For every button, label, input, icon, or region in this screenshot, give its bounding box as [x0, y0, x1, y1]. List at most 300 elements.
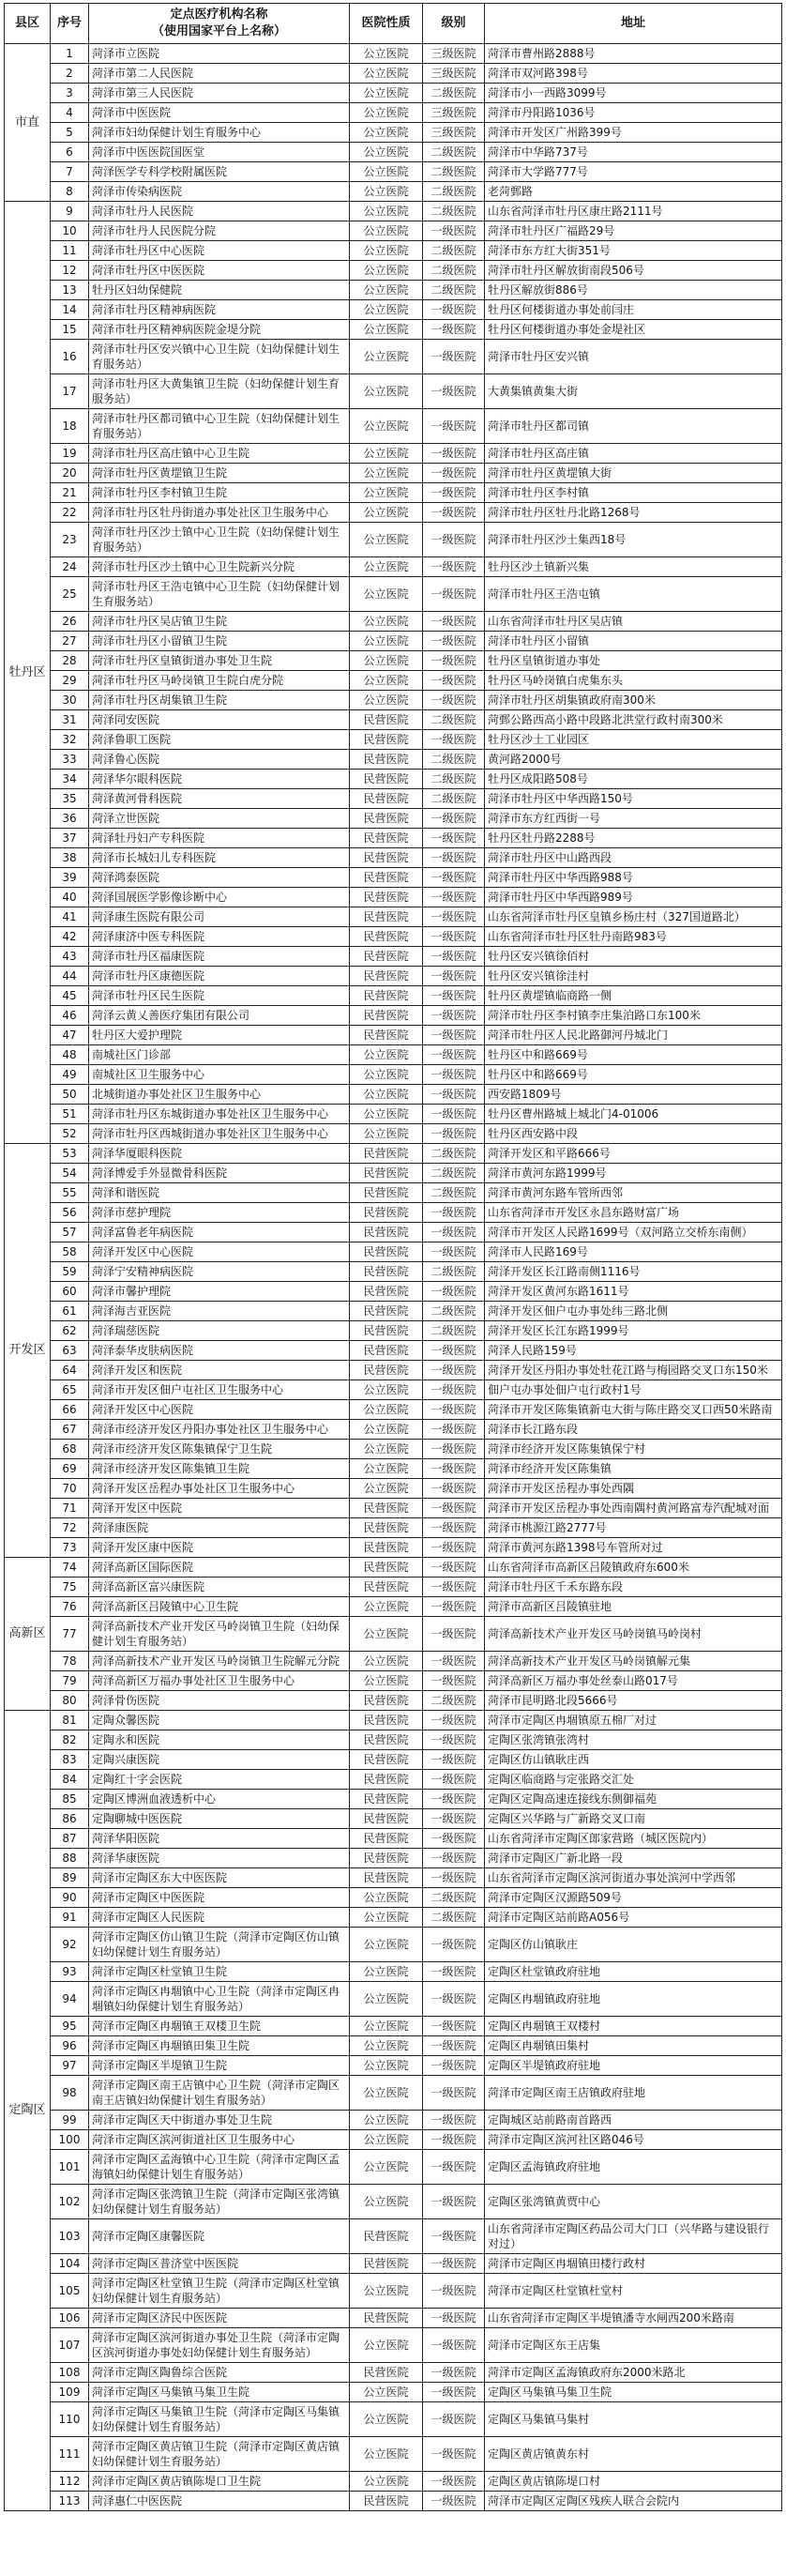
hospital-nature: 公立医院 [350, 1928, 423, 1962]
table-row [5, 2017, 782, 2036]
hospital-nature: 公立医院 [350, 632, 423, 651]
hospital-level: 一级医院 [423, 2130, 485, 2150]
institution-name: 菏泽市定陶区黄店镇陈堤口卫生院 [89, 2472, 350, 2492]
institution-name: 菏泽市牡丹区大黄集镇卫生院（妇幼保健计划生育服务站） [89, 374, 350, 409]
hospital-level: 一级医院 [423, 1558, 485, 1578]
address: 菏泽市牡丹区李村镇李庄集泊路口东100米 [485, 1006, 782, 1026]
table-row [5, 1242, 782, 1262]
institution-name: 菏泽高新区富兴康医院 [89, 1578, 350, 1597]
institution-name: 北城街道办事处社区卫生服务中心 [89, 1085, 350, 1105]
address: 山东省菏泽市开发区永昌东路财富广场 [485, 1203, 782, 1223]
address: 定陶区黄店镇黄东村 [485, 2437, 782, 2472]
address: 菏泽市昆明路北段5666号 [485, 1691, 782, 1711]
hospital-nature: 公立医院 [350, 503, 423, 523]
address: 菏泽开发区长江东路1999号 [485, 1321, 782, 1341]
table-row [5, 300, 782, 320]
header-level: 级别 [423, 4, 485, 44]
hospital-nature: 民营医院 [350, 868, 423, 888]
row-number: 83 [51, 1750, 89, 1770]
hospital-level: 一级医院 [423, 2274, 485, 2309]
hospital-level: 一级医院 [423, 577, 485, 612]
address: 菏泽市长江路东段 [485, 1420, 782, 1440]
row-number: 53 [51, 1144, 89, 1164]
hospital-nature: 民营医院 [350, 1578, 423, 1597]
hospital-level: 一级医院 [423, 967, 485, 986]
hospital-nature: 民营医院 [350, 1361, 423, 1380]
hospital-nature: 公立医院 [350, 1105, 423, 1124]
address: 定陶区临商路与定张路交汇处 [485, 1770, 782, 1790]
institution-name: 菏泽市牡丹区精神病医院金堤分院 [89, 320, 350, 340]
row-number: 72 [51, 1518, 89, 1538]
hospital-nature: 民营医院 [350, 2492, 423, 2511]
row-number: 77 [51, 1617, 89, 1652]
row-number: 42 [51, 927, 89, 947]
table-row [5, 1908, 782, 1928]
institution-name: 菏泽开发区中心医院 [89, 1400, 350, 1420]
institution-name: 菏泽高新技术产业开发区马岭岗镇卫生院（妇幼保健计划生育服务站） [89, 1617, 350, 1652]
hospital-nature: 民营医院 [350, 710, 423, 730]
address: 大黄集镇黄集大街 [485, 374, 782, 409]
institution-name: 菏泽市牡丹区皇镇街道办事处卫生院 [89, 651, 350, 671]
row-number: 106 [51, 2309, 89, 2328]
table-row [5, 1578, 782, 1597]
table-row [5, 1065, 782, 1085]
institution-name: 菏泽开发区和医院 [89, 1361, 350, 1380]
address: 菏泽市牡丹区李村镇 [485, 483, 782, 503]
row-number: 103 [51, 2219, 89, 2254]
table-row [5, 464, 782, 483]
row-number: 19 [51, 444, 89, 464]
hospital-level: 一级医院 [423, 1578, 485, 1597]
hospital-level: 一级医院 [423, 1026, 485, 1045]
hospital-level: 一级医院 [423, 503, 485, 523]
hospital-nature: 民营医院 [350, 848, 423, 868]
institution-name: 定陶红十字会医院 [89, 1770, 350, 1790]
hospital-level: 一级医院 [423, 809, 485, 829]
hospital-level: 二级医院 [423, 281, 485, 300]
row-number: 71 [51, 1499, 89, 1518]
hospital-level: 二级医院 [423, 1888, 485, 1908]
row-number: 10 [51, 221, 89, 241]
hospital-nature: 民营医院 [350, 947, 423, 967]
institution-name: 菏泽市定陶区中医医院 [89, 1888, 350, 1908]
address: 菏泽开发区黄河东路1611号 [485, 1282, 782, 1302]
institution-name: 菏泽市经济开发区陈集镇保宁卫生院 [89, 1440, 350, 1459]
row-number: 38 [51, 848, 89, 868]
institution-name: 菏泽市立医院 [89, 44, 350, 64]
institution-name: 菏泽市定陶区杜堂镇卫生院 [89, 1962, 350, 1982]
institution-name: 菏泽泰华皮肤病医院 [89, 1341, 350, 1361]
table-row [5, 281, 782, 300]
institution-name: 菏泽瑞慈医院 [89, 1321, 350, 1341]
table-row [5, 1558, 782, 1578]
hospital-nature: 公立医院 [350, 1065, 423, 1085]
hospital-nature: 公立医院 [350, 1652, 423, 1671]
row-number: 46 [51, 1006, 89, 1026]
hospital-nature: 公立医院 [350, 123, 423, 143]
row-number: 27 [51, 632, 89, 651]
address: 牡丹区成阳路508号 [485, 770, 782, 789]
institution-name: 菏泽市定陶区康馨医院 [89, 2219, 350, 2254]
hospital-level: 二级医院 [423, 1262, 485, 1282]
institution-name: 菏泽高新区吕陵镇中心卫生院 [89, 1597, 350, 1617]
institution-name: 菏泽高新技术产业开发区马岭岗镇卫生院解元分院 [89, 1652, 350, 1671]
table-row [5, 868, 782, 888]
table-row [5, 1982, 782, 2017]
hospital-level: 一级医院 [423, 444, 485, 464]
hospital-level: 二级医院 [423, 202, 485, 221]
hospital-level: 一级医院 [423, 1420, 485, 1440]
hospital-nature: 公立医院 [350, 340, 423, 374]
institution-name: 菏泽国展医学影像诊断中心 [89, 888, 350, 907]
address: 菏泽开发区和平路666号 [485, 1144, 782, 1164]
row-number: 98 [51, 2076, 89, 2111]
address: 菏泽市牡丹区沙土集西18号 [485, 523, 782, 557]
row-number: 30 [51, 691, 89, 710]
hospital-level: 二级医院 [423, 1691, 485, 1711]
institution-name: 菏泽市定陶区南王店镇中心卫生院（菏泽市定陶区南王店镇妇幼保健计划生育服务站） [89, 2076, 350, 2111]
table-row [5, 1045, 782, 1065]
hospital-nature: 民营医院 [350, 1538, 423, 1558]
institution-name: 菏泽云黄乂善医疗集团有限公司 [89, 1006, 350, 1026]
institution-name: 菏泽市传染病医院 [89, 182, 350, 202]
address: 菏泽市牡丹区王浩屯镇 [485, 577, 782, 612]
hospital-nature: 公立医院 [350, 2056, 423, 2076]
row-number: 99 [51, 2111, 89, 2130]
table-row [5, 2185, 782, 2219]
hospital-nature: 公立医院 [350, 2328, 423, 2363]
row-number: 14 [51, 300, 89, 320]
address: 菏泽市双河路398号 [485, 64, 782, 84]
hospital-level: 一级医院 [423, 2185, 485, 2219]
table-row [5, 927, 782, 947]
table-row [5, 710, 782, 730]
hospital-nature: 公立医院 [350, 2111, 423, 2130]
table-row [5, 888, 782, 907]
row-number: 88 [51, 1849, 89, 1868]
table-row [5, 1105, 782, 1124]
hospital-nature: 公立医院 [350, 1440, 423, 1459]
hospital-nature: 公立医院 [350, 1479, 423, 1499]
hospital-level: 一级医院 [423, 947, 485, 967]
row-number: 22 [51, 503, 89, 523]
table-row [5, 1203, 782, 1223]
table-row [5, 1829, 782, 1849]
hospital-level: 一级医院 [423, 2309, 485, 2328]
hospital-nature: 民营医院 [350, 1829, 423, 1849]
institution-name: 菏泽市定陶区东大中医医院 [89, 1868, 350, 1888]
hospital-nature: 公立医院 [350, 2437, 423, 2472]
hospital-nature: 民营医院 [350, 770, 423, 789]
institution-name: 牡丹区大爱护理院 [89, 1026, 350, 1045]
hospital-nature: 公立医院 [350, 261, 423, 281]
hospital-level: 一级医院 [423, 632, 485, 651]
hospital-level: 一级医院 [423, 1652, 485, 1671]
hospital-nature: 公立医院 [350, 64, 423, 84]
institution-name: 南城社区门诊部 [89, 1045, 350, 1065]
hospital-level: 一级医院 [423, 1750, 485, 1770]
address: 牡丹区安兴镇徐佰村 [485, 947, 782, 967]
hospital-nature: 公立医院 [350, 1671, 423, 1691]
table-row [5, 789, 782, 809]
hospital-level: 三级医院 [423, 103, 485, 123]
hospital-level: 一级医院 [423, 2076, 485, 2111]
hospital-level: 一级医院 [423, 868, 485, 888]
table-row [5, 1652, 782, 1671]
hospital-nature: 公立医院 [350, 1982, 423, 2017]
row-number: 84 [51, 1770, 89, 1790]
table-row [5, 1183, 782, 1203]
address: 菏泽高新区万福办事处丝泰山路017号 [485, 1671, 782, 1691]
row-number: 78 [51, 1652, 89, 1671]
table-row [5, 340, 782, 374]
address: 山东省菏泽市牡丹区皇镇乡杨庄村（327国道路北） [485, 907, 782, 927]
institution-name: 菏泽康生医院有限公司 [89, 907, 350, 927]
hospital-nature: 民营医院 [350, 986, 423, 1006]
hospital-nature: 民营医院 [350, 730, 423, 750]
hospital-level: 一级医院 [423, 1849, 485, 1868]
institution-name: 菏泽博爱手外显微骨科医院 [89, 1164, 350, 1183]
table-row [5, 1420, 782, 1440]
table-row [5, 1380, 782, 1400]
hospital-level: 一级医院 [423, 2056, 485, 2076]
hospital-level: 一级医院 [423, 2492, 485, 2511]
table-row [5, 947, 782, 967]
hospital-level: 一级医院 [423, 464, 485, 483]
table-row [5, 1459, 782, 1479]
row-number: 16 [51, 340, 89, 374]
row-number: 47 [51, 1026, 89, 1045]
hospital-level: 二级医院 [423, 1183, 485, 1203]
institution-name: 菏泽市牡丹区沙土镇中心卫生院（妇幼保健计划生育服务站） [89, 523, 350, 557]
row-number: 93 [51, 1962, 89, 1982]
hospital-level: 一级医院 [423, 1380, 485, 1400]
hospital-level: 一级医院 [423, 2402, 485, 2437]
row-number: 82 [51, 1730, 89, 1750]
row-number: 108 [51, 2363, 89, 2383]
institution-name: 菏泽市定陶区冉堌镇田集卫生院 [89, 2036, 350, 2056]
address: 菏泽市定陶区杜堂镇杜堂村 [485, 2274, 782, 2309]
table-row [5, 1026, 782, 1045]
institution-name: 菏泽华尔眼科医院 [89, 770, 350, 789]
table-row [5, 1750, 782, 1770]
row-number: 105 [51, 2274, 89, 2309]
address: 菏泽市丹阳路1036号 [485, 103, 782, 123]
row-number: 92 [51, 1928, 89, 1962]
hospital-level: 一级医院 [423, 1045, 485, 1065]
hospital-nature: 公立医院 [350, 1380, 423, 1400]
institution-name: 菏泽市牡丹区福康医院 [89, 947, 350, 967]
hospital-level: 一级医院 [423, 1341, 485, 1361]
hospital-level: 一级医院 [423, 2383, 485, 2402]
hospital-level: 二级医院 [423, 84, 485, 103]
institution-name: 菏泽市第三人民医院 [89, 84, 350, 103]
hospital-nature: 公立医院 [350, 1908, 423, 1928]
institution-name: 菏泽市牡丹区精神病医院 [89, 300, 350, 320]
table-row [5, 809, 782, 829]
institution-name: 菏泽市牡丹区马岭岗镇卫生院白虎分院 [89, 671, 350, 691]
institution-name: 菏泽市定陶区半堤镇卫生院 [89, 2056, 350, 2076]
institution-name: 菏泽华厦眼科医院 [89, 1144, 350, 1164]
table-row [5, 907, 782, 927]
address: 菏泽市定陶区孟海镇政府东2000米路北 [485, 2363, 782, 2383]
hospital-level: 一级医院 [423, 1770, 485, 1790]
row-number: 36 [51, 809, 89, 829]
hospital-nature: 公立医院 [350, 2017, 423, 2036]
hospital-level: 二级医院 [423, 143, 485, 162]
hospital-nature: 公立医院 [350, 1962, 423, 1982]
institution-name: 菏泽康医院 [89, 1518, 350, 1538]
table-row [5, 1361, 782, 1380]
header-name: 定点医疗机构名称 （使用国家平台上名称） [89, 4, 350, 44]
hospital-nature: 公立医院 [350, 2383, 423, 2402]
institution-name: 菏泽市牡丹区安兴镇中心卫生院（妇幼保健计划生育服务站） [89, 340, 350, 374]
hospital-nature: 民营医院 [350, 1730, 423, 1750]
table-row [5, 1341, 782, 1361]
row-number: 113 [51, 2492, 89, 2511]
hospital-level: 二级医院 [423, 1144, 485, 1164]
hospital-level: 一级医院 [423, 2150, 485, 2185]
table-row [5, 483, 782, 503]
institution-name: 牡丹区妇幼保健院 [89, 281, 350, 300]
hospital-level: 一级医院 [423, 1085, 485, 1105]
row-number: 4 [51, 103, 89, 123]
row-number: 56 [51, 1203, 89, 1223]
row-number: 40 [51, 888, 89, 907]
row-number: 11 [51, 241, 89, 261]
hospital-nature: 民营医院 [350, 888, 423, 907]
table-row [5, 1282, 782, 1302]
table-row [5, 1868, 782, 1888]
hospital-level: 一级医院 [423, 691, 485, 710]
hospital-level: 一级医院 [423, 829, 485, 848]
hospital-nature: 公立医院 [350, 1085, 423, 1105]
institution-name: 菏泽华阳医院 [89, 1829, 350, 1849]
institution-name: 菏泽市牡丹人民医院分院 [89, 221, 350, 241]
table-row [5, 64, 782, 84]
row-number: 5 [51, 123, 89, 143]
hospital-level: 一级医院 [423, 907, 485, 927]
institution-name: 菏泽黄河骨科医院 [89, 789, 350, 809]
row-number: 107 [51, 2328, 89, 2363]
address: 菏泽市定陶区东王店集 [485, 2328, 782, 2363]
address: 定陶区仿山镇耿庄西 [485, 1750, 782, 1770]
hospital-nature: 民营医院 [350, 2363, 423, 2383]
hospital-nature: 公立医院 [350, 320, 423, 340]
table-row [5, 221, 782, 241]
institution-name: 南城社区卫生服务中心 [89, 1065, 350, 1085]
address: 老菏鄄路 [485, 182, 782, 202]
institution-name: 菏泽市牡丹区都司镇中心卫生院（妇幼保健计划生育服务站） [89, 409, 350, 444]
hospital-nature: 民营医院 [350, 1691, 423, 1711]
hospital-nature: 公立医院 [350, 374, 423, 409]
row-number: 101 [51, 2150, 89, 2185]
county-cell: 市直 [5, 44, 51, 202]
address: 菏泽开发区丹阳办事处牡花江路与梅园路交叉口东150米 [485, 1361, 782, 1380]
institution-name: 菏泽市定陶区天中街道办事处卫生院 [89, 2111, 350, 2130]
table-row [5, 1006, 782, 1026]
hospital-nature: 民营医院 [350, 1558, 423, 1578]
address: 菏泽市黄河东路1398号车管所对过 [485, 1538, 782, 1558]
hospital-level: 一级医院 [423, 671, 485, 691]
institution-name: 菏泽开发区岳程办事处社区卫生服务中心 [89, 1479, 350, 1499]
row-number: 52 [51, 1124, 89, 1144]
address: 定陶城区站前路南首路西 [485, 2111, 782, 2130]
address: 菏泽市牡丹区牡丹北路1268号 [485, 503, 782, 523]
county-cell: 开发区 [5, 1144, 51, 1558]
institution-name: 菏泽医学专科学校附属医院 [89, 162, 350, 182]
hospital-level: 二级医院 [423, 770, 485, 789]
hospital-nature: 民营医院 [350, 789, 423, 809]
hospital-nature: 公立医院 [350, 2130, 423, 2150]
hospital-level: 一级医院 [423, 557, 485, 577]
table-row [5, 261, 782, 281]
row-number: 18 [51, 409, 89, 444]
address: 菏泽市中华路737号 [485, 143, 782, 162]
hospital-nature: 民营医院 [350, 1711, 423, 1730]
hospital-level: 一级医院 [423, 2111, 485, 2130]
address: 菏泽市人民路169号 [485, 1242, 782, 1262]
hospital-level: 一级医院 [423, 1282, 485, 1302]
institution-name: 菏泽市定陶区冉堌镇王双楼卫生院 [89, 2017, 350, 2036]
hospital-nature: 公立医院 [350, 691, 423, 710]
row-number: 44 [51, 967, 89, 986]
row-number: 51 [51, 1105, 89, 1124]
address: 定陶区张湾镇张湾村 [485, 1730, 782, 1750]
address: 牡丹区中和路669号 [485, 1065, 782, 1085]
table-row [5, 2274, 782, 2309]
row-number: 61 [51, 1302, 89, 1321]
hospital-level: 一级医院 [423, 2472, 485, 2492]
institution-name: 菏泽市定陶区冉堌镇中心卫生院（菏泽市定陶区冉堌镇妇幼保健计划生育服务站） [89, 1982, 350, 2017]
table-row [5, 1888, 782, 1908]
row-number: 8 [51, 182, 89, 202]
hospital-level: 一级医院 [423, 1203, 485, 1223]
hospital-nature: 民营医院 [350, 2219, 423, 2254]
institution-name: 菏泽市牡丹区康德医院 [89, 967, 350, 986]
address: 菏泽市东方红大街351号 [485, 241, 782, 261]
row-number: 23 [51, 523, 89, 557]
hospital-nature: 民营医院 [350, 1341, 423, 1361]
row-number: 69 [51, 1459, 89, 1479]
hospital-nature: 民营医院 [350, 1144, 423, 1164]
table-row [5, 1262, 782, 1282]
hospital-level: 二级医院 [423, 1164, 485, 1183]
hospital-nature: 民营医院 [350, 1006, 423, 1026]
address: 菏泽市黄河东路1999号 [485, 1164, 782, 1183]
hospital-nature: 公立医院 [350, 44, 423, 64]
address: 定陶区冉堌镇政府驻地 [485, 1982, 782, 2017]
address: 定陶区兴华路与广新路交叉口南 [485, 1809, 782, 1829]
row-number: 17 [51, 374, 89, 409]
address: 山东省菏泽市定陶区郎家营路（城区医院内） [485, 1829, 782, 1849]
address: 菏泽市牡丹区广福路29号 [485, 221, 782, 241]
hospital-nature: 民营医院 [350, 1770, 423, 1790]
hospital-nature: 公立医院 [350, 1124, 423, 1144]
hospital-level: 一级医院 [423, 1065, 485, 1085]
address: 菏泽高新技术产业开发区马岭岗镇解元集 [485, 1652, 782, 1671]
row-number: 9 [51, 202, 89, 221]
hospital-nature: 公立医院 [350, 2036, 423, 2056]
address: 菏泽市开发区人民路1699号（双河路立交桥东南侧） [485, 1223, 782, 1242]
hospital-level: 一级医院 [423, 1982, 485, 2017]
table-row [5, 612, 782, 632]
table-row [5, 1479, 782, 1499]
row-number: 97 [51, 2056, 89, 2076]
address: 菏泽高新技术产业开发区马岭岗镇马岭岗村 [485, 1617, 782, 1652]
row-number: 1 [51, 44, 89, 64]
hospital-level: 一级医院 [423, 1809, 485, 1829]
